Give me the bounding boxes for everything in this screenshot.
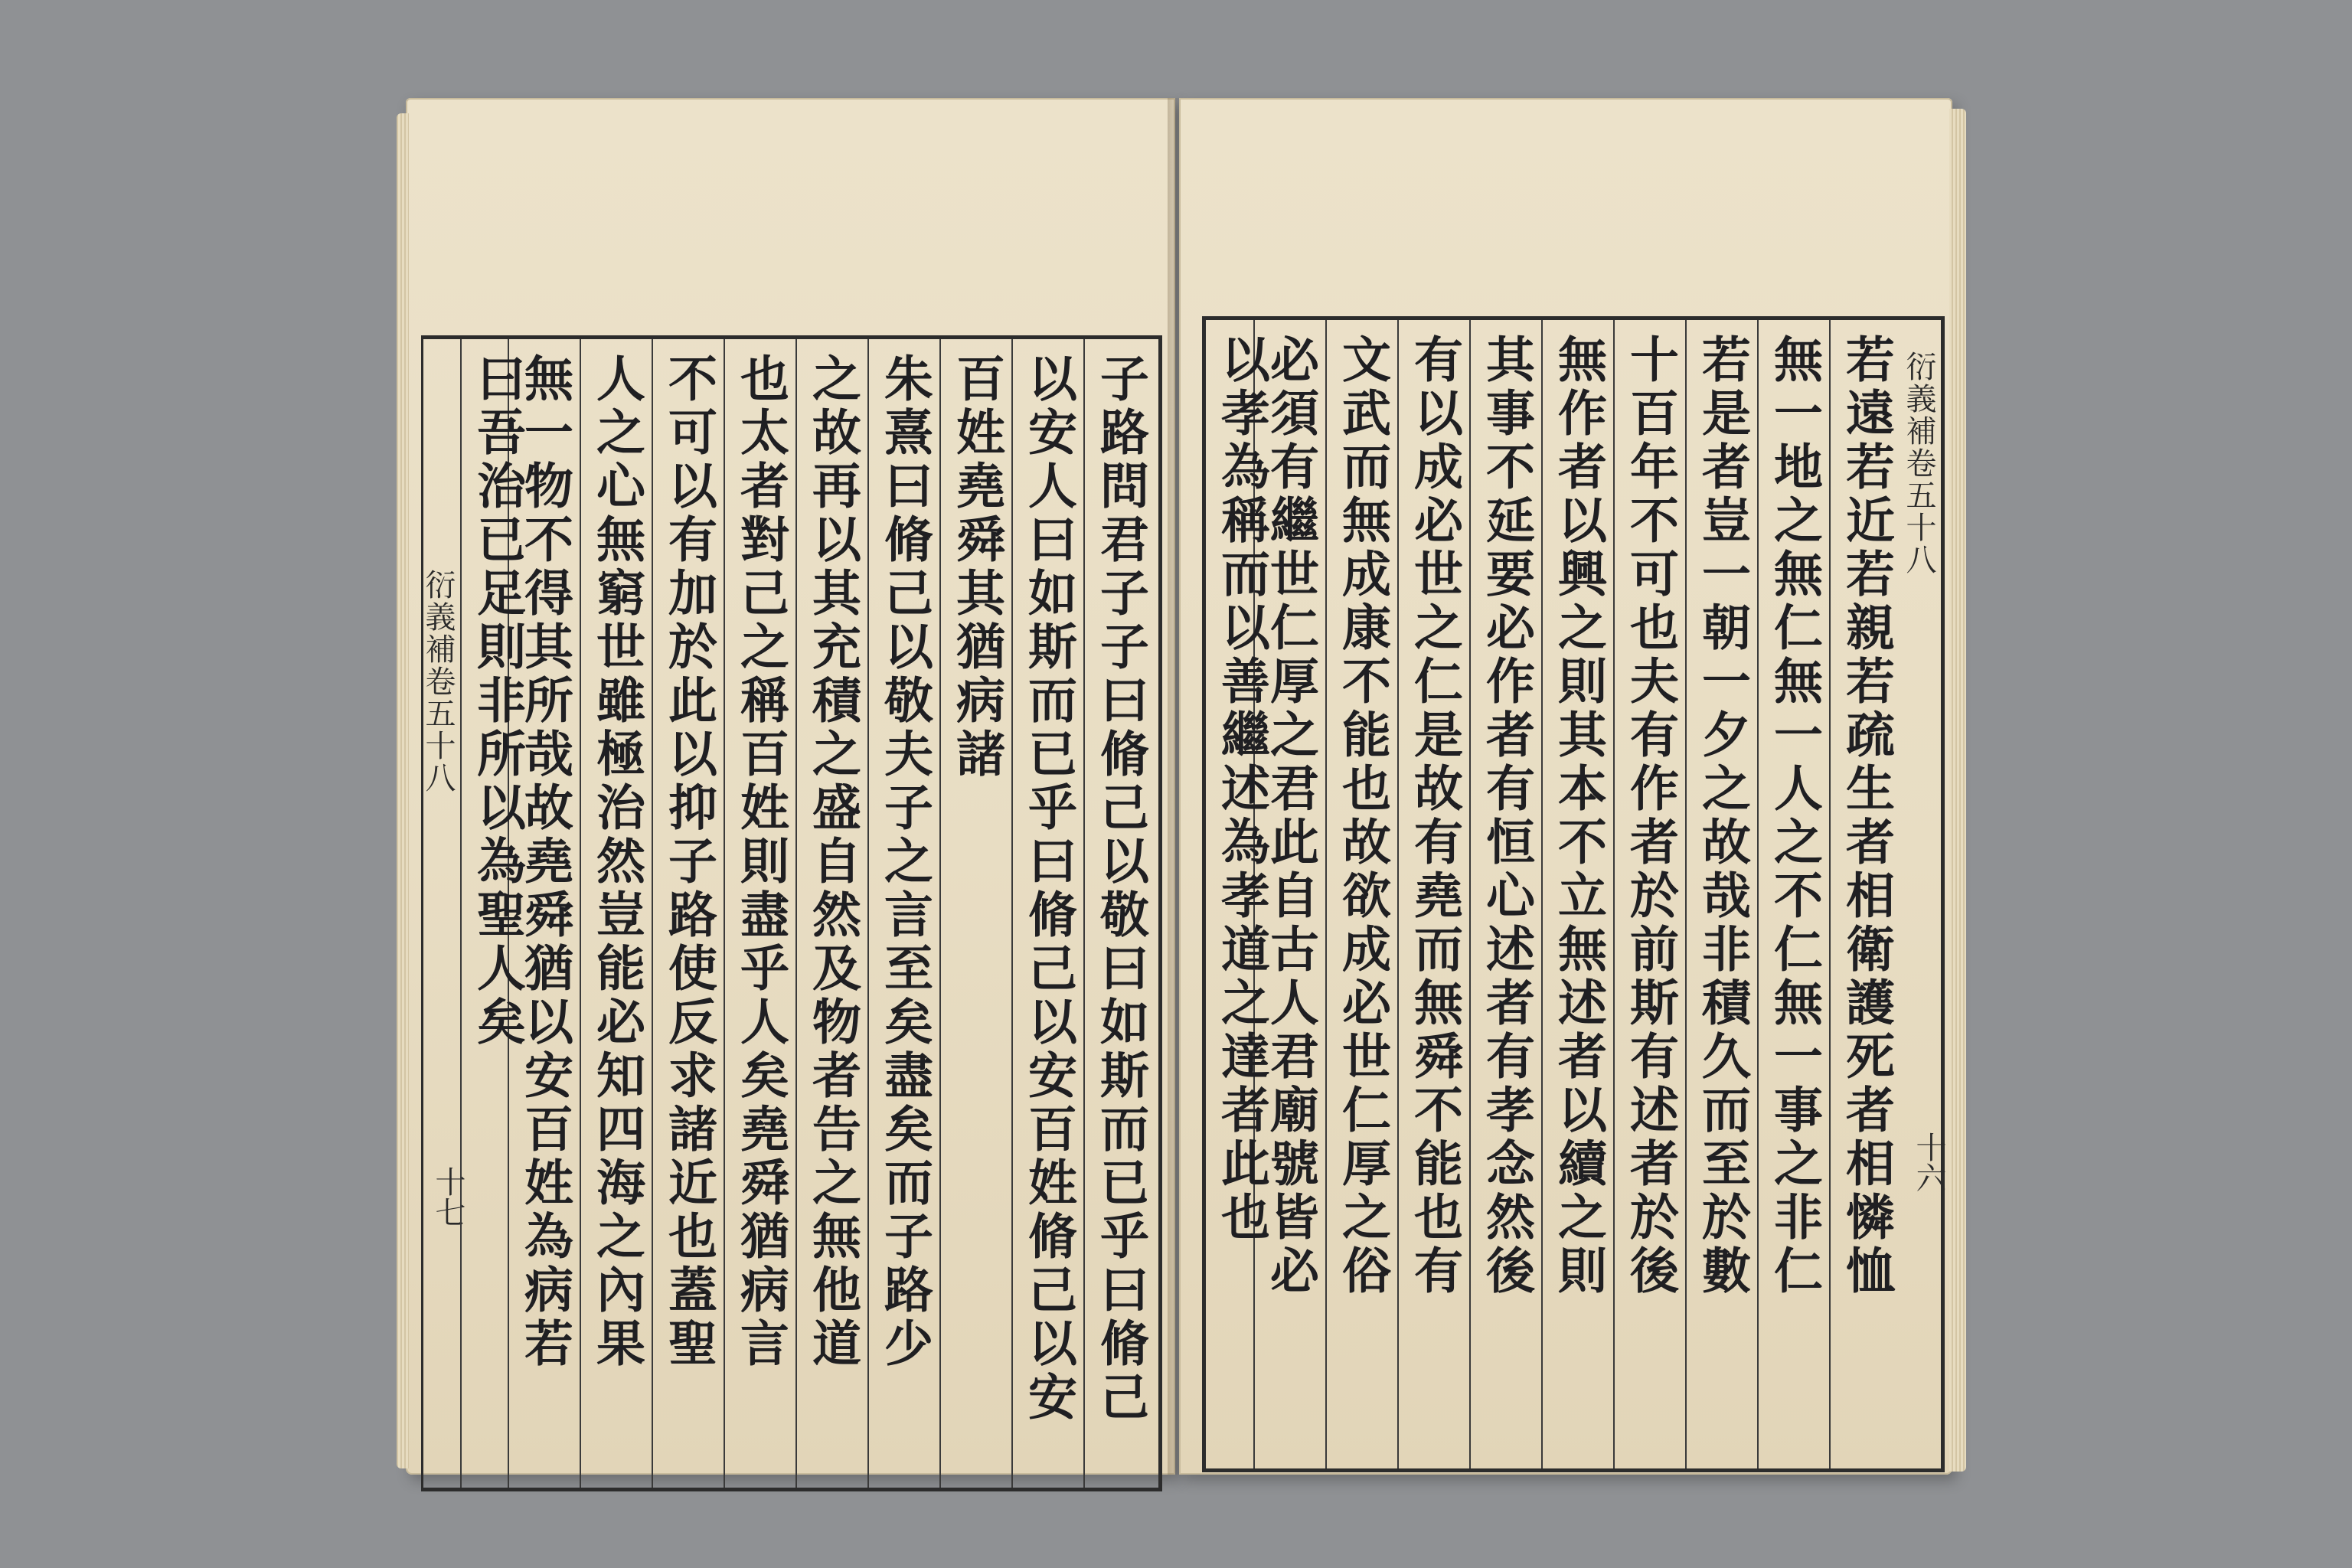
right-col-10: 以孝為稱而以善繼述為孝道之達者此也 (1213, 334, 1270, 1245)
right-page-frame (1202, 316, 1945, 1472)
left-col-3: 百姓堯舜其猶病諸 (939, 339, 1011, 1488)
left-folio: 十七 (430, 1166, 466, 1227)
right-folio: 十六 (1911, 1132, 1946, 1193)
right-col-7: 有以成必世之仁是故有堯而無舜不能也有 (1397, 320, 1469, 1468)
left-page (406, 98, 1175, 1475)
right-col-6: 其事不延要必作者有恒心述者有孝念然後 (1469, 320, 1541, 1468)
left-col-2: 以安人曰如斯而已乎曰脩己以安百姓脩己以安 (1011, 339, 1083, 1488)
left-col-1: 子路問君子子曰脩己以敬曰如斯而已乎曰脩己 (1083, 339, 1155, 1488)
right-page (1179, 98, 1952, 1475)
open-book (406, 98, 1952, 1475)
left-col-10: 曰吾治已足則非所以為聖人矣 (460, 339, 532, 1488)
left-col-4: 朱熹曰脩己以敬夫子之言至矣盡矣而子路少 (867, 339, 939, 1488)
left-col-6: 也太者對己之稱百姓則盡乎人矣堯舜猶病言 (724, 339, 795, 1488)
right-col-1: 若遠若近若親若疏生者相衛護死者相憐恤 (1829, 320, 1901, 1468)
right-margin-title: 衍義補卷五十八 (1901, 351, 1936, 576)
left-col-7: 不可以有加於此以抑子路使反求諸近也蓋聖 (652, 339, 724, 1488)
left-col-5: 之故再以其充積之盛自然及物者告之無他道 (795, 339, 867, 1488)
right-col-9: 必須有繼世仁厚之君此自古人君廟號皆必 (1253, 320, 1325, 1468)
right-page-edge (1949, 109, 1966, 1472)
left-page-frame (421, 335, 1162, 1491)
right-col-8: 文武而無成康不能也故欲成必世仁厚之俗 (1325, 320, 1397, 1468)
right-col-3: 若是者豈一朝一夕之故哉非積久而至於數 (1685, 320, 1757, 1468)
left-col-9: 無一物不得其所哉故堯舜猶以安百姓為病若 (508, 339, 580, 1488)
right-col-4: 十百年不可也夫有作者於前斯有述者於後 (1613, 320, 1685, 1468)
left-page-edge (397, 113, 409, 1468)
left-margin-title: 衍義補卷五十八 (420, 569, 456, 794)
right-col-2: 無一地之無仁無一人之不仁無一事之非仁 (1757, 320, 1829, 1468)
right-col-5: 無作者以興之則其本不立無述者以續之則 (1541, 320, 1613, 1468)
left-col-8: 人之心無窮世雖極治然豈能必知四海之內果 (580, 339, 652, 1488)
